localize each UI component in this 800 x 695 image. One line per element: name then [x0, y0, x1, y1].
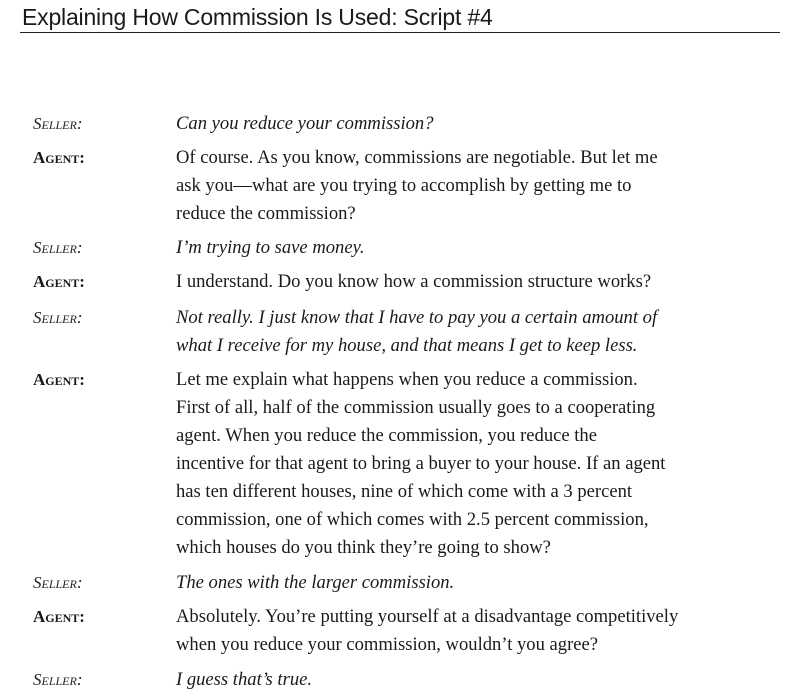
dialogue-text: when you reduce your commission, wouldn’t you agree?	[176, 634, 599, 655]
dialogue-text: Of course. As you know, commissions are negotiable. But let me	[176, 147, 658, 168]
speaker-label: Agent:	[33, 272, 85, 291]
speaker-label: Agent:	[33, 607, 85, 626]
dialogue-line	[176, 234, 784, 262]
speaker-label: Seller:	[33, 114, 83, 133]
dialogue-text: I’m trying to save money.	[176, 237, 365, 258]
dialogue-line	[176, 110, 784, 138]
dialogue-text: Let me explain what happens when you reduce a commission.	[176, 369, 638, 390]
page-title: Explaining How Commission Is Used: Script #4	[22, 4, 493, 30]
dialogue-line	[176, 603, 784, 659]
speaker-label: Seller:	[33, 670, 83, 689]
speaker-label: Agent:	[33, 148, 85, 167]
speaker-label: Seller:	[33, 238, 83, 257]
dialogue-line	[176, 304, 784, 360]
dialogue-text: I understand. Do you know how a commission structure works?	[176, 271, 652, 292]
speaker-label: Seller:	[33, 573, 83, 592]
dialogue-text: Absolutely. You’re putting yourself at a disadvantage competitively	[176, 606, 679, 627]
dialogue-line	[176, 366, 784, 562]
dialogue-line	[176, 268, 784, 296]
dialogue-text: incentive for that agent to bring a buyer to your house. If an agent	[176, 453, 666, 474]
speaker-label: Agent:	[33, 370, 85, 389]
dialogue-text: Can you reduce your commission?	[176, 113, 434, 134]
dialogue-text: ask you—what are you trying to accomplish by getting me to	[176, 175, 632, 196]
dialogue-text: which houses do you think they’re going to show?	[176, 537, 551, 558]
dialogue-text: commission, one of which comes with 2.5 percent commission,	[176, 509, 649, 530]
dialogue-text: agent. When you reduce the commission, you reduce the	[176, 425, 597, 446]
dialogue-text: reduce the commission?	[176, 203, 356, 224]
dialogue-text: has ten different houses, nine of which come with a 3 percent	[176, 481, 633, 502]
dialogue-text: The ones with the larger commission.	[176, 572, 455, 593]
speaker-label: Seller:	[33, 308, 83, 327]
dialogue-text: First of all, half of the commission usually goes to a cooperating	[176, 397, 656, 418]
dialogue-text: Not really. I just know that I have to pay you a certain amount of	[176, 307, 658, 328]
dialogue-text: what I receive for my house, and that means I get to keep less.	[176, 335, 638, 356]
dialogue-line	[176, 569, 784, 597]
dialogue-line	[176, 144, 784, 228]
dialogue-line	[176, 666, 784, 694]
dialogue-text: I guess that’s true.	[176, 669, 313, 690]
